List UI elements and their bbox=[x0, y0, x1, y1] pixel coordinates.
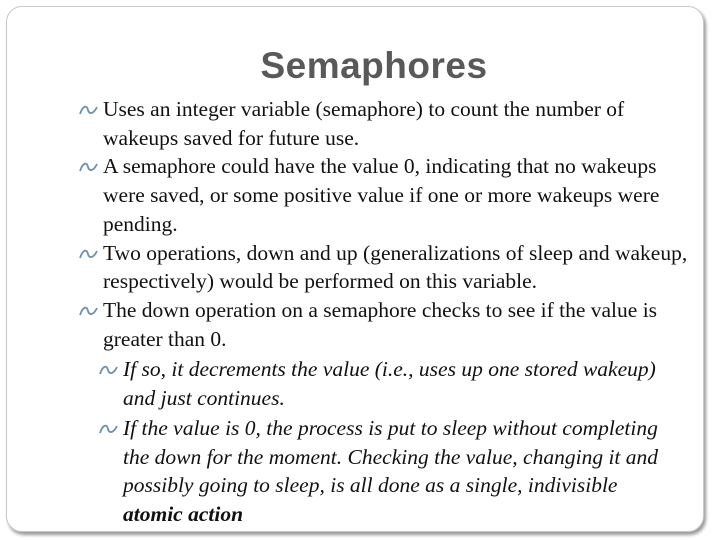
curly-bullet-icon bbox=[79, 95, 103, 124]
slide-body bbox=[7, 95, 697, 528]
bullet-text: The down operation on a semaphore checks to see if the value is greater than 0. bbox=[103, 297, 658, 351]
bullet-item bbox=[103, 239, 697, 296]
bullet-text: A semaphore could have the value 0, indicating that no wakeups were saved, or some positive value if one or more wakeups were pending. bbox=[103, 154, 660, 236]
bullet-text: Two operations, down and up (generalizations of sleep and wakeup, respectively) would be performed on this variable. bbox=[103, 240, 688, 294]
curly-bullet-icon bbox=[79, 239, 103, 268]
curly-bullet-icon bbox=[99, 355, 123, 384]
curly-bullet-icon bbox=[79, 152, 103, 181]
emphasis-text: atomic action bbox=[123, 501, 244, 526]
sub-bullet-text: If so, it decrements the value (i.e., uses up one stored wakeup) and just continues. bbox=[123, 357, 656, 410]
sub-bullet-item bbox=[123, 414, 665, 528]
bullet-item bbox=[103, 95, 697, 152]
sub-bullet-item bbox=[123, 355, 665, 412]
bullet-text: Uses an integer variable (semaphore) to count the number of wakeups saved for future use. bbox=[103, 97, 625, 150]
slide-title: Semaphores bbox=[260, 45, 488, 86]
curly-bullet-icon bbox=[99, 414, 123, 443]
sub-bullet-text: If the value is 0, the process is put to sleep without completing the down for the moment. Checking the value, changing it and possibly going to sleep, is all done as a single, indivisible bbox=[123, 416, 659, 498]
curly-bullet-icon bbox=[79, 296, 103, 325]
bullet-item bbox=[103, 152, 697, 238]
bullet-item bbox=[103, 296, 697, 353]
slide bbox=[6, 6, 704, 532]
